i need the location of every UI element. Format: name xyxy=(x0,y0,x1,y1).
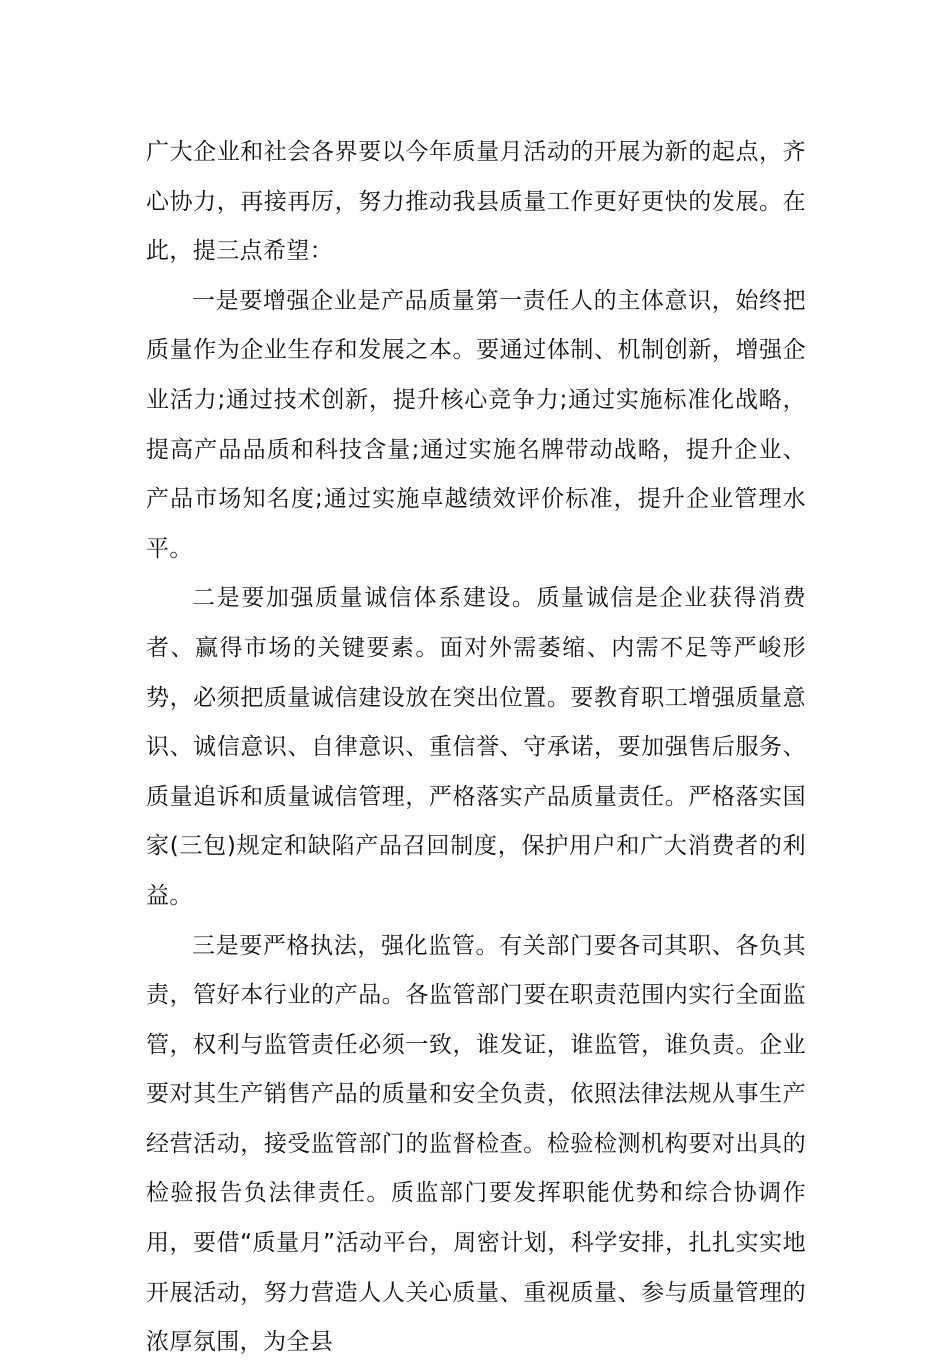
paragraph-point-one: 一是要增强企业是产品质量第一责任人的主体意识，始终把质量作为企业生存和发展之本。要通过体制、机制创新，增强企业活力;通过技术创新，提升核心竞争力;通过实施标准化战略，提高产品品质和科技含量;通过实施名牌带动战略，提升企业、产品市场知名度;通过实施卓越绩效评价标准，提升企业管理水平。 xyxy=(146,287,806,562)
paragraph-point-three: 三是要严格执法，强化监管。有关部门要各司其职、各负其责，管好本行业的产品。各监管部门要在职责范围内实行全面监管，权利与监管责任必须一致，谁发证，谁监管，谁负责。企业要对其生产销售产品的质量和安全负责，依照法律法规从事生产经营活动，接受监管部门的监督检查。检验检测机构要对出具的检验报告负法律责任。质监部门要发挥职能优势和综合协调作用，要借“质量月”活动平台，周密计划，科学安排，扎扎实实地开展活动，努力营造人人关心质量、重视质量、参与质量管理的浓厚氛围，为全县 xyxy=(146,932,806,1356)
document-body xyxy=(146,128,806,1368)
paragraph-intro: 广大企业和社会各界要以今年质量月活动的开展为新的起点，齐心协力，再接再厉，努力推动我县质量工作更好更快的发展。在此，提三点希望： xyxy=(146,139,806,265)
paragraph-point-two: 二是要加强质量诚信体系建设。质量诚信是企业获得消费者、赢得市场的关键要素。面对外需萎缩、内需不足等严峻形势，必须把质量诚信建设放在突出位置。要教育职工增强质量意识、诚信意识、自律意识、重信誉、守承诺，要加强售后服务、质量追诉和质量诚信管理，严格落实产品质量责任。严格落实国家(三包)规定和缺陷产品召回制度，保护用户和广大消费者的利益。 xyxy=(146,585,806,909)
